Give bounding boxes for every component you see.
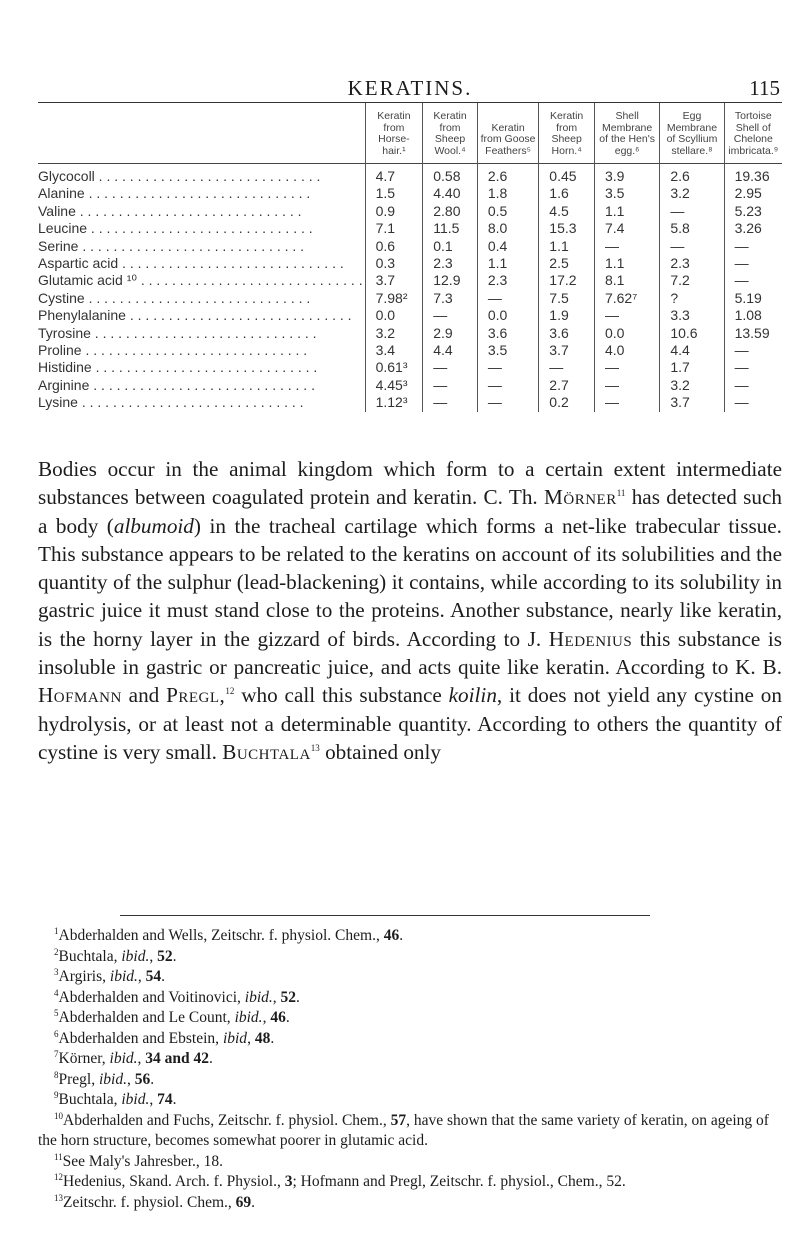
author-name: Hedenius xyxy=(548,626,633,651)
table-cell: 5.23 xyxy=(724,203,782,220)
table-cell: — xyxy=(660,203,724,220)
amino-acid-label: Arginine xyxy=(38,376,90,393)
leader-dots: . . . . . . . . . . . . . . . . . . . . . . . . . . . . . xyxy=(77,394,304,411)
footnote-text: Abderhalden and Fuchs, Zeitschr. f. physiol. Chem., xyxy=(63,1111,391,1129)
table-cell: 3.7 xyxy=(539,342,595,359)
footnote-text: . xyxy=(399,927,404,944)
table-cell: 3.3 xyxy=(660,307,724,324)
amino-acid-name xyxy=(38,359,365,376)
column-header: Keratin from Sheep Wool.⁴ xyxy=(423,103,478,164)
table-cell: 7.2 xyxy=(660,272,724,289)
footnote-text: . xyxy=(296,988,300,1006)
amino-acid-label: Valine xyxy=(38,202,76,219)
footnote-text: , xyxy=(126,1070,135,1088)
amino-acid-name xyxy=(38,342,365,359)
table-cell: — xyxy=(724,394,782,411)
footnote-volume: 57 xyxy=(390,1111,407,1129)
footnote-text: , have shown that the same variety of keratin, on ageing of the horn structure, becomes somewhat poorer in glutamic acid. xyxy=(38,1111,769,1149)
footnote-ref: 12 xyxy=(225,686,235,697)
table-row xyxy=(38,255,782,272)
footnote-volume: 46 xyxy=(270,1009,286,1026)
table-cell: — xyxy=(724,342,782,359)
table-cell: 4.4 xyxy=(660,342,724,359)
table-cell: — xyxy=(724,377,782,394)
footnote-ibid: ibid. xyxy=(98,1070,127,1088)
footnote-text: . xyxy=(172,947,177,965)
table-cell: — xyxy=(724,255,782,272)
table-cell: 3.7 xyxy=(660,394,724,411)
table-cell: 8.0 xyxy=(477,220,538,237)
table-cell: — xyxy=(724,359,782,376)
amino-acid-name xyxy=(38,220,365,237)
table-cell: — xyxy=(594,238,659,255)
footnote xyxy=(38,926,782,947)
footnote-number: 10 xyxy=(54,1110,63,1121)
text-run: , it does not yield any cystine on hydrolysis, or at least not a determinable quantity. According to others the quantity of cystine is very small. xyxy=(38,683,782,764)
table-cell: 1.9 xyxy=(539,307,595,324)
amino-acid-label: Serine xyxy=(38,237,79,254)
amino-acid-name xyxy=(38,325,365,342)
footnote-number: 4 xyxy=(54,987,59,998)
amino-acid-label: Alanine xyxy=(38,185,85,202)
running-title: KERATINS. xyxy=(347,76,473,100)
footnote-number: 7 xyxy=(54,1048,59,1059)
leader-dots: . . . . . . . . . . . . . . . . . . . . . . . . . . . . . xyxy=(75,202,302,219)
table-cell: 1.8 xyxy=(477,185,538,202)
table-cell: 3.2 xyxy=(660,377,724,394)
table-cell: — xyxy=(594,394,659,411)
table-cell: 1.12³ xyxy=(365,394,423,411)
table-cell: 4.4 xyxy=(423,342,478,359)
text-run: ) in the tracheal cartilage which forms a net-like trabecular tissue. This substance appears to be related to the keratins on account of its solubilities and the quantity of the sulphur (lead-blackening) it contains, while according to its solubility in gastric juice it must stand close to the proteins. Another substance, nearly like keratin, is the horny layer in the gizzard of birds. According to J. xyxy=(38,513,782,651)
footnote-text: ; Hofmann and Pregl, Zeitschr. f. physiol., Chem., 52. xyxy=(292,1173,626,1190)
leader-dots: . . . . . . . . . . . . . . . . . . . . . . . . . . . . . xyxy=(84,185,311,202)
table-cell: 8.1 xyxy=(594,272,659,289)
table-cell: 2.9 xyxy=(423,325,478,342)
footnote-volume: 34 and 42 xyxy=(145,1050,210,1067)
amino-acid-label: Leucine xyxy=(38,220,88,237)
table-cell: 3.2 xyxy=(660,185,724,202)
text-run: has detected such a body ( xyxy=(38,485,782,538)
body-paragraph xyxy=(38,455,782,766)
table-cell: 7.3 xyxy=(423,290,478,307)
footnote xyxy=(38,1090,782,1111)
table-cell: 0.61³ xyxy=(365,359,423,376)
table-cell: 3.7 xyxy=(365,272,423,289)
table-cell: 0.5 xyxy=(477,203,538,220)
footnote xyxy=(38,1029,782,1050)
footnote-ref: 11 xyxy=(616,488,626,499)
footnote-ibid: ibid. xyxy=(109,1050,138,1067)
table-row xyxy=(38,377,782,394)
text-run: who call this substance xyxy=(234,683,449,708)
footnote-text: Abderhalden and Ebstein, xyxy=(58,1029,223,1047)
table-cell: 1.5 xyxy=(365,185,423,202)
text-run: Bodies occur in the animal kingdom which form to a certain extent intermediate substances between coagulated protein and keratin. C. Th. xyxy=(38,457,782,510)
amino-acid-name xyxy=(38,272,365,289)
text-run: and xyxy=(121,683,167,708)
footnote xyxy=(38,988,782,1009)
table-cell: 2.5 xyxy=(539,255,595,272)
amino-acid-name xyxy=(38,394,365,411)
table-cell: 4.5 xyxy=(539,203,595,220)
table-cell: 7.1 xyxy=(365,220,423,237)
table-cell: 2.3 xyxy=(423,255,478,272)
table-row xyxy=(38,220,782,237)
table-cell: 1.1 xyxy=(539,238,595,255)
table-cell: 2.80 xyxy=(423,203,478,220)
table-cell: 0.9 xyxy=(365,203,423,220)
table-cell: — xyxy=(423,394,478,411)
column-header: Tortoise Shell of Chelone imbricata.⁹ xyxy=(724,103,782,164)
leader-dots: . . . . . . . . . . . . . . . . . . . . . . . . . . . . . xyxy=(136,272,363,289)
footnote-volume: 56 xyxy=(134,1070,151,1088)
footnote-text: , xyxy=(272,988,281,1006)
table-cell: 1.1 xyxy=(594,255,659,272)
author-name: Buchtala xyxy=(222,739,311,764)
table-cell: 7.62⁷ xyxy=(594,290,659,307)
footnote-text: Buchtala, xyxy=(58,1091,122,1108)
footnote-volume: 52 xyxy=(280,988,297,1006)
table-cell: — xyxy=(539,359,595,376)
table-cell: 4.40 xyxy=(423,185,478,202)
footnote-ibid: ibid. xyxy=(244,988,273,1006)
table-cell: 15.3 xyxy=(539,220,595,237)
footnote-text: Abderhalden and Wells, Zeitschr. f. physiol. Chem., xyxy=(58,927,384,944)
footnote-volume: 52 xyxy=(157,947,173,965)
leader-dots: . . . . . . . . . . . . . . . . . . . . . . . . . . . . . xyxy=(118,255,344,272)
table-row xyxy=(38,342,782,359)
footnote-number: 13 xyxy=(54,1192,63,1203)
table-cell: — xyxy=(423,307,478,324)
table-cell: — xyxy=(594,359,659,376)
table-cell: 4.0 xyxy=(594,342,659,359)
footnote-volume: 46 xyxy=(383,927,400,944)
table-row xyxy=(38,164,782,186)
amino-acid-name xyxy=(38,238,365,255)
footnote xyxy=(38,1193,782,1214)
table-cell: 2.3 xyxy=(660,255,724,272)
table-cell: 3.6 xyxy=(539,325,595,342)
footnote-text: , xyxy=(137,968,146,985)
leader-dots: . . . . . . . . . . . . . . . . . . . . . . . . . . . . . xyxy=(87,220,313,237)
table-cell: 0.6 xyxy=(365,238,423,255)
footnote-number: 11 xyxy=(54,1151,63,1162)
amino-acid-name xyxy=(38,255,365,272)
footnote-number: 8 xyxy=(54,1069,59,1080)
author-name: Mörner xyxy=(544,485,617,510)
table-cell: 0.3 xyxy=(365,255,423,272)
footnote-text: , xyxy=(262,1009,271,1026)
table-cell: 4.45³ xyxy=(365,377,423,394)
table-row xyxy=(38,185,782,202)
table-cell: 2.6 xyxy=(660,164,724,186)
footnotes xyxy=(38,926,782,1213)
table-cell: 3.5 xyxy=(477,342,538,359)
table-cell: 1.1 xyxy=(594,203,659,220)
table-cell: — xyxy=(594,307,659,324)
footnote-text: , xyxy=(137,1050,146,1067)
table-cell: 1.1 xyxy=(477,255,538,272)
table-cell: — xyxy=(477,394,538,411)
amino-acid-label: Lysine xyxy=(38,394,78,411)
table-cell: 0.0 xyxy=(477,307,538,324)
amino-acid-label: Aspartic acid xyxy=(38,255,119,272)
amino-acid-label: Cystine xyxy=(38,289,85,306)
leader-dots: . . . . . . . . . . . . . . . . . . . . . . . . . . . . . xyxy=(90,324,317,341)
footnote-number: 2 xyxy=(54,946,59,957)
footnote-text: Körner, xyxy=(58,1050,110,1067)
column-header: Keratin from Goose Feathers⁵ xyxy=(477,103,538,164)
table-row xyxy=(38,272,782,289)
page-number: 115 xyxy=(749,76,780,100)
table-cell: 17.2 xyxy=(539,272,595,289)
amino-acid-label: Proline xyxy=(38,342,82,359)
table-cell: 0.45 xyxy=(539,164,595,186)
table-cell: 0.2 xyxy=(539,394,595,411)
footnote-text: Pregl, xyxy=(58,1070,99,1088)
table-cell: 1.08 xyxy=(724,307,782,324)
footnote-text: Hedenius, Skand. Arch. f. Physiol., xyxy=(63,1173,285,1190)
italic-term: koilin xyxy=(448,683,497,708)
table-cell: 2.95 xyxy=(724,185,782,202)
table-cell: 2.7 xyxy=(539,377,595,394)
table-row xyxy=(38,307,782,324)
table-cell: — xyxy=(724,238,782,255)
table-cell: 0.1 xyxy=(423,238,478,255)
leader-dots: . . . . . . . . . . . . . . . . . . . . . . . . . . . . . xyxy=(91,359,318,376)
table-cell: 10.6 xyxy=(660,325,724,342)
table-cell: — xyxy=(477,359,538,376)
author-name: Hofmann xyxy=(38,683,122,708)
leader-dots: . . . . . . . . . . . . . . . . . . . . . . . . . . . . . xyxy=(84,289,311,306)
table-cell: 1.6 xyxy=(539,185,595,202)
footnote-text: , xyxy=(247,1029,255,1047)
table-cell: 3.6 xyxy=(477,325,538,342)
table-row xyxy=(38,394,782,411)
table-cell: 2.6 xyxy=(477,164,538,186)
table-row xyxy=(38,325,782,342)
table-cell: — xyxy=(660,238,724,255)
footnote xyxy=(38,1070,782,1091)
row-header-cell xyxy=(38,103,365,164)
footnote-text: . xyxy=(150,1070,155,1088)
table-cell: 3.5 xyxy=(594,185,659,202)
footnote-text: . xyxy=(161,968,166,985)
footnote-text: . xyxy=(251,1193,256,1211)
footnote-number: 3 xyxy=(54,966,59,977)
footnote xyxy=(38,1172,782,1193)
leader-dots: . . . . . . . . . . . . . . . . . . . . . . . . . . . . . xyxy=(94,168,321,184)
footnote-volume: 48 xyxy=(254,1029,271,1047)
table-cell: 3.9 xyxy=(594,164,659,186)
column-header: Keratin from Horse-hair.¹ xyxy=(365,103,423,164)
footnote-text: . xyxy=(270,1029,275,1047)
footnote-volume: 74 xyxy=(157,1091,173,1108)
table-cell: 7.4 xyxy=(594,220,659,237)
footnote-text: . xyxy=(285,1009,290,1026)
table-cell: 12.9 xyxy=(423,272,478,289)
footnote-text: See Maly's Jahresber., 18. xyxy=(62,1152,224,1170)
table-cell: 0.4 xyxy=(477,238,538,255)
amino-acid-label: Tyrosine xyxy=(38,324,91,341)
footnote-text: Argiris, xyxy=(58,968,110,985)
footnote-text: Abderhalden and Voitinovici, xyxy=(58,988,245,1006)
table-cell: 4.7 xyxy=(365,164,423,186)
table-row xyxy=(38,290,782,307)
table-row xyxy=(38,203,782,220)
table-cell: ? xyxy=(660,290,724,307)
table-cell: 5.8 xyxy=(660,220,724,237)
amino-acid-name xyxy=(38,185,365,202)
footnote-volume: 54 xyxy=(145,968,162,985)
table-cell: 13.59 xyxy=(724,325,782,342)
leader-dots: . . . . . . . . . . . . . . . . . . . . . . . . . . . . . xyxy=(81,342,308,359)
footnote xyxy=(38,947,782,968)
table-row xyxy=(38,359,782,376)
table-cell: 19.36 xyxy=(724,164,782,186)
footnote-rule xyxy=(120,915,650,916)
column-header: Egg Membrane of Scyllium stellare.⁸ xyxy=(660,103,724,164)
author-name: Pregl, xyxy=(166,683,226,708)
column-header: Keratin from Sheep Horn.⁴ xyxy=(539,103,595,164)
footnote-text: Buchtala, xyxy=(58,947,122,965)
footnote xyxy=(38,1008,782,1029)
table-cell: 7.98² xyxy=(365,290,423,307)
table-cell: 3.2 xyxy=(365,325,423,342)
table-cell: 0.0 xyxy=(594,325,659,342)
table-cell: — xyxy=(423,359,478,376)
footnote-ibid: ibid xyxy=(222,1029,248,1047)
table-cell: — xyxy=(477,377,538,394)
footnote xyxy=(38,1152,782,1173)
amino-acid-table xyxy=(38,103,782,412)
table-cell: 7.5 xyxy=(539,290,595,307)
amino-acid-label: Glutamic acid ¹⁰ xyxy=(38,272,137,289)
italic-term: albumoid xyxy=(113,513,194,538)
amino-acid-label: Phenylalanine xyxy=(38,307,126,324)
table-header-row xyxy=(38,103,782,164)
footnote-volume: 3 xyxy=(284,1173,293,1190)
leader-dots: . . . . . . . . . . . . . . . . . . . . . . . . . . . . . xyxy=(125,307,352,324)
footnote-text: Zeitschr. f. physiol. Chem., xyxy=(63,1193,236,1211)
footnote-ibid: ibid. xyxy=(121,947,150,965)
amino-acid-name xyxy=(38,290,365,307)
table-cell: 3.4 xyxy=(365,342,423,359)
amino-acid-name xyxy=(38,377,365,394)
footnote-number: 5 xyxy=(54,1007,59,1018)
table-body xyxy=(38,164,782,412)
footnote xyxy=(38,1111,782,1152)
table-cell: 11.5 xyxy=(423,220,478,237)
table-cell: 0.0 xyxy=(365,307,423,324)
footnote-ibid: ibid. xyxy=(109,968,138,985)
table-cell: — xyxy=(594,377,659,394)
footnote-volume: 69 xyxy=(235,1193,252,1211)
leader-dots: . . . . . . . . . . . . . . . . . . . . . . . . . . . . . xyxy=(89,376,315,393)
text-run: obtained only xyxy=(319,739,441,764)
amino-acid-name xyxy=(38,203,365,220)
footnote-text: , xyxy=(149,1091,158,1108)
table-cell: 1.7 xyxy=(660,359,724,376)
footnote-number: 12 xyxy=(54,1171,63,1182)
amino-acid-label: Histidine xyxy=(38,359,92,376)
leader-dots: . . . . . . . . . . . . . . . . . . . . . . . . . . . . . xyxy=(78,237,305,254)
table-cell: — xyxy=(477,290,538,307)
amino-acid-label: Glycocoll xyxy=(38,168,95,184)
text-run: this substance is insoluble in gastric or pancreatic juice, and acts quite like keratin. According to K. B. xyxy=(38,626,782,680)
amino-acid-name xyxy=(38,164,365,186)
footnote xyxy=(38,1049,782,1070)
table-cell: 3.26 xyxy=(724,220,782,237)
footnote-number: 1 xyxy=(54,925,59,936)
footnote-ref: 13 xyxy=(310,742,320,753)
table-row xyxy=(38,238,782,255)
table-cell: 0.58 xyxy=(423,164,478,186)
amino-acid-name xyxy=(38,307,365,324)
table-cell: — xyxy=(724,272,782,289)
footnote-text: . xyxy=(209,1050,213,1067)
table-cell: 5.19 xyxy=(724,290,782,307)
table-cell: — xyxy=(423,377,478,394)
footnote xyxy=(38,967,782,988)
footnote-number: 9 xyxy=(54,1089,59,1100)
footnote-text: . xyxy=(172,1091,177,1108)
footnote-number: 6 xyxy=(54,1028,59,1039)
footnote-text: Abderhalden and Le Count, xyxy=(58,1009,235,1026)
footnote-ibid: ibid. xyxy=(121,1091,150,1108)
footnote-text: , xyxy=(149,947,158,965)
table-cell: 2.3 xyxy=(477,272,538,289)
column-header: Shell Membrane of the Hen's egg.⁶ xyxy=(594,103,659,164)
footnote-ibid: ibid. xyxy=(234,1009,263,1026)
